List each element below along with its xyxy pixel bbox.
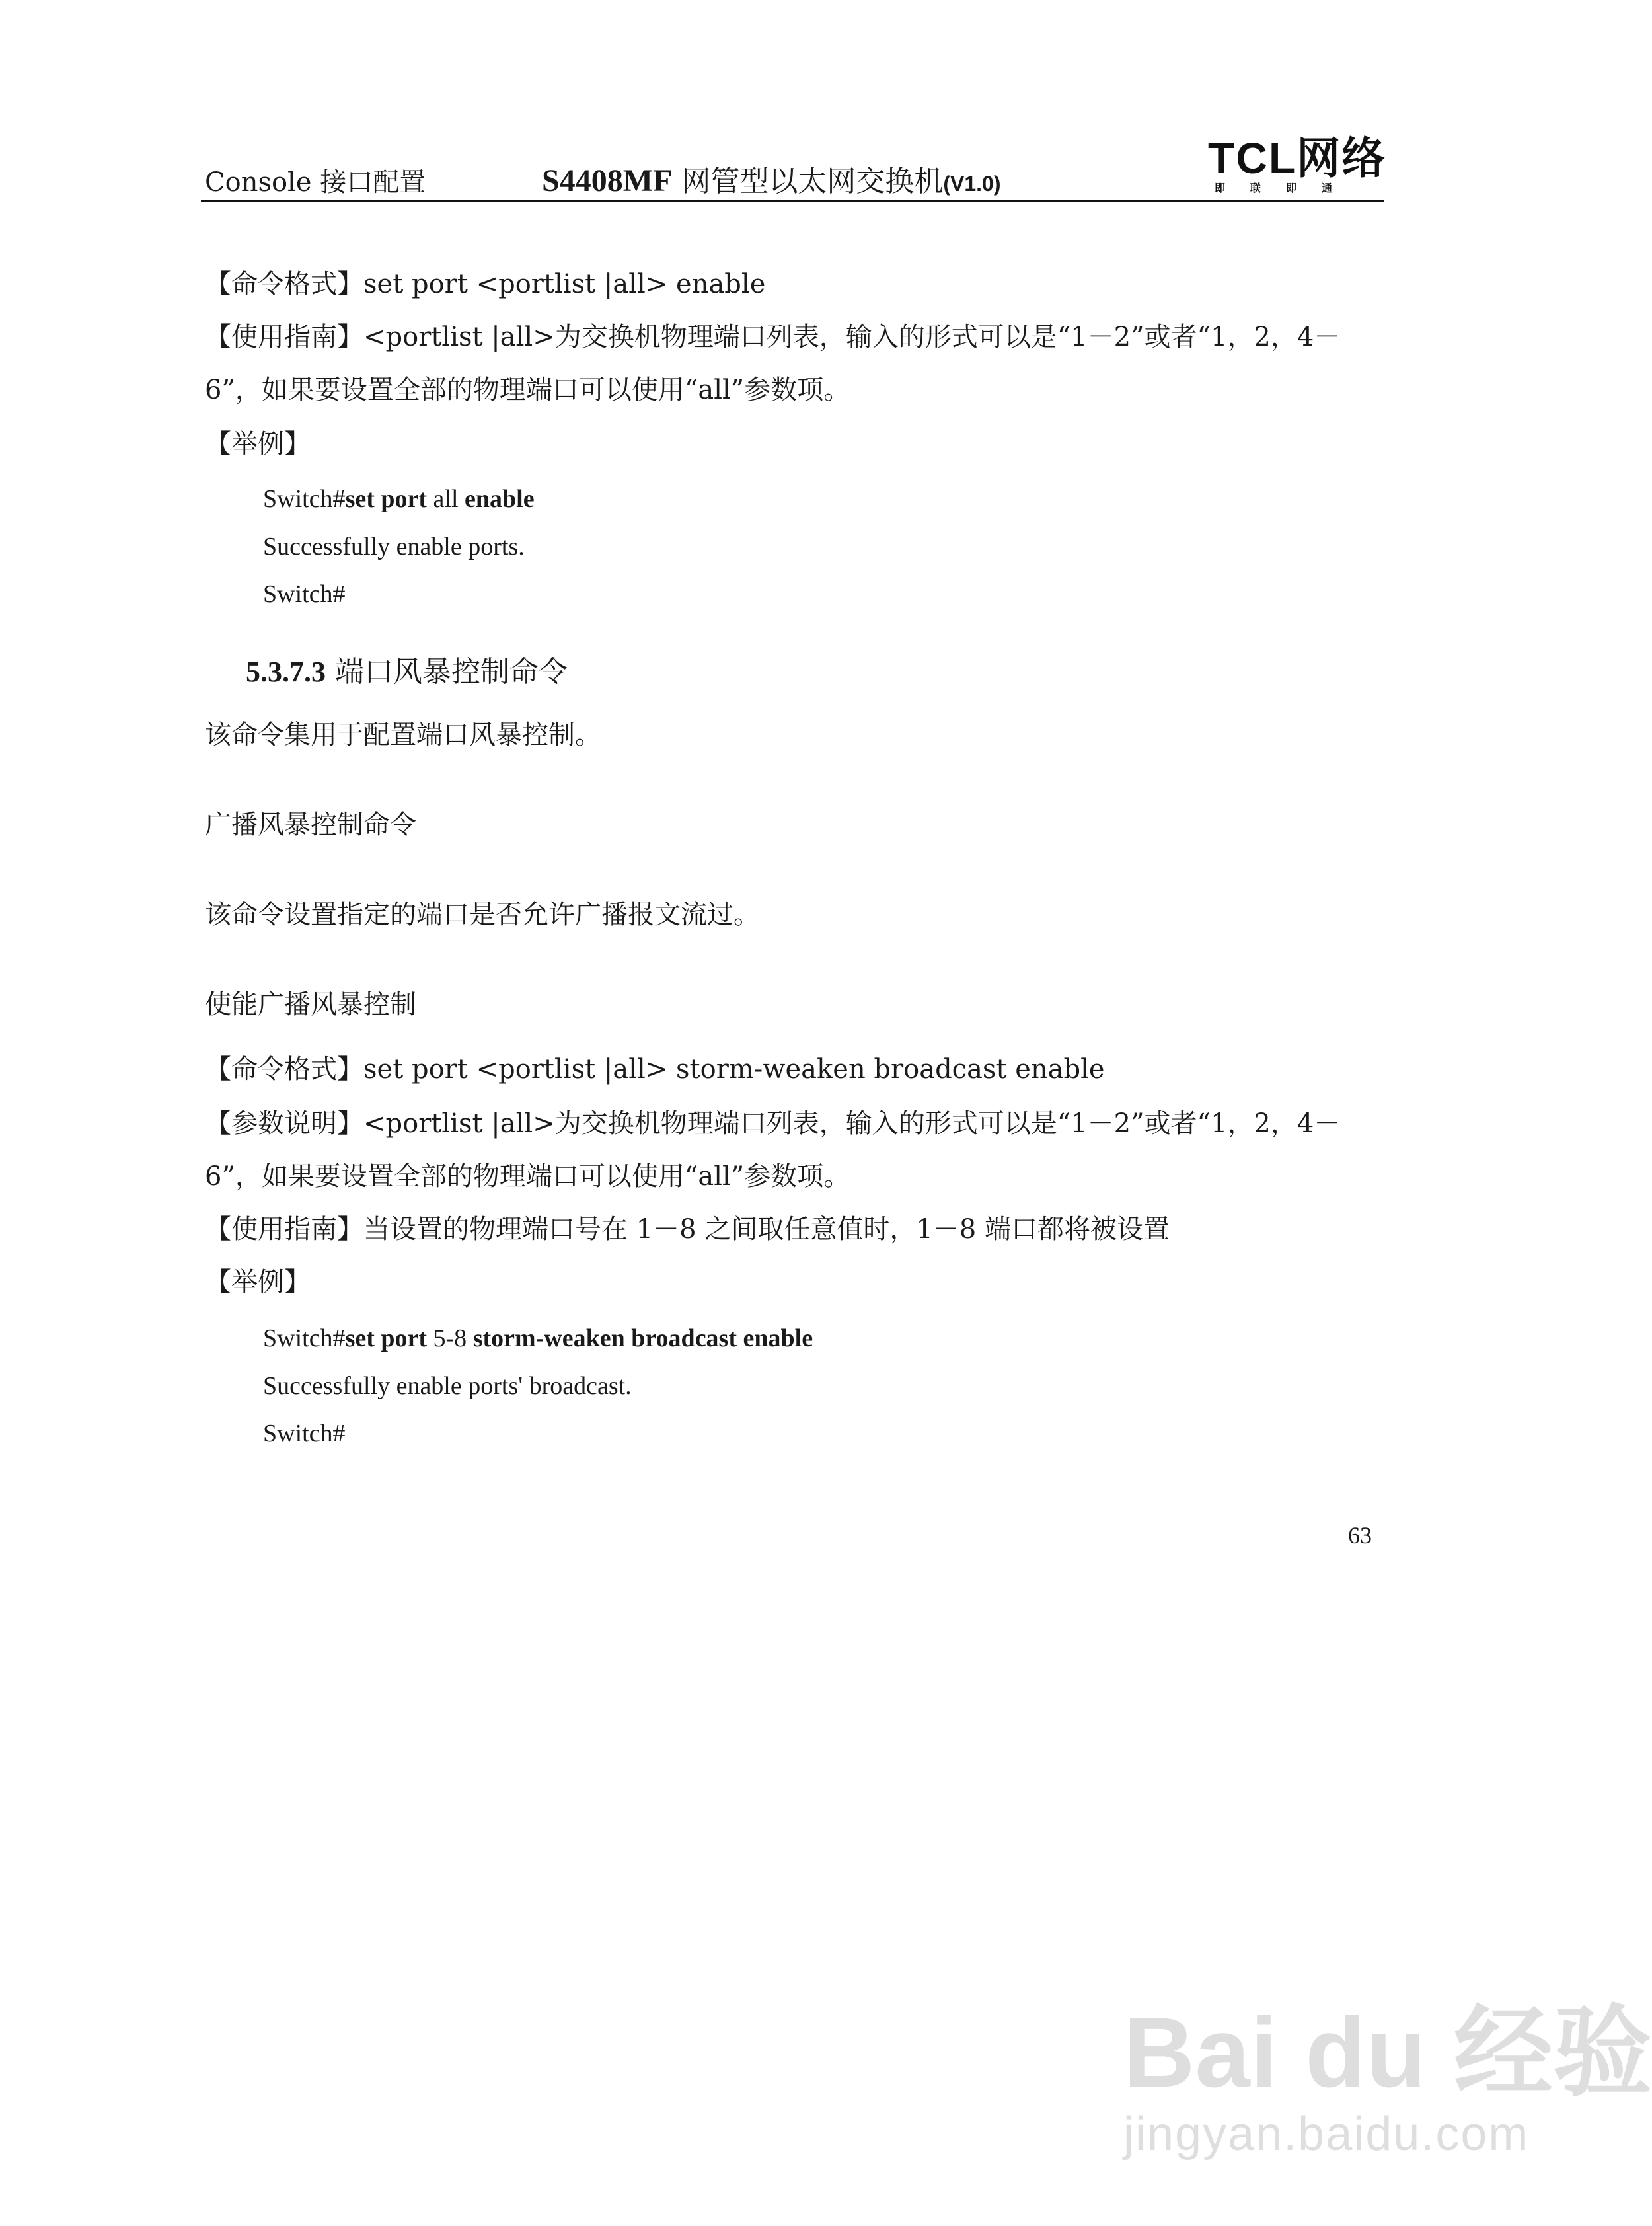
subsection-description: 该命令设置指定的端口是否允许广播报文流过。 [205, 900, 760, 930]
page-number: 63 [1348, 1522, 1372, 1549]
example-command [263, 486, 535, 512]
cmd-format-line: 【命令格式】set port <portlist |all> storm-weaken broadcast enable [205, 1054, 1105, 1085]
model-number: S4408MF [542, 163, 673, 198]
enable-title: 使能广播风暴控制 [205, 989, 416, 1020]
logo-main-text: TCL网络 [1208, 134, 1387, 182]
section-title: 端口风暴控制命令 [326, 655, 568, 689]
keyword-storm-weaken: storm-weaken broadcast enable [472, 1324, 813, 1352]
prompt-text: Switch# [263, 1324, 346, 1352]
usage-guide-line2: 6”，如果要设置全部的物理端口可以使用“all”参数项。 [205, 375, 850, 405]
baidu-watermark [1123, 1997, 1652, 2161]
example-output: Successfully enable ports' broadcast. [263, 1372, 632, 1400]
example-label: 【举例】 [205, 429, 311, 459]
argument-text: all [427, 485, 465, 513]
cmd-format-line: 【命令格式】set port <portlist |all> enable [205, 269, 766, 299]
header-divider [201, 200, 1384, 202]
example-command [263, 1326, 813, 1351]
usage-guide-line: 【使用指南】当设置的物理端口号在 1－8 之间取任意值时，1－8 端口都将被设置 [205, 1214, 1170, 1245]
document-title [542, 157, 1000, 200]
keyword-set-port: set port [345, 485, 428, 513]
example-prompt: Switch# [263, 580, 346, 608]
section-heading [246, 648, 568, 690]
logo-slogan: 即联即通 [1215, 182, 1358, 194]
watermark-main: Bai du 经验 [1123, 1997, 1652, 2108]
param-desc-line1: 【参数说明】<portlist |all>为交换机物理端口列表，输入的形式可以是“1－2”或者“1，2，4－ [205, 1108, 1341, 1139]
example-label: 【举例】 [205, 1267, 311, 1297]
watermark-url: jingyan.baidu.com [1123, 2108, 1530, 2161]
usage-guide-line1: 【使用指南】<portlist |all>为交换机物理端口列表，输入的形式可以是“1－2”或者“1，2，4－ [205, 322, 1341, 352]
keyword-enable: enable [465, 485, 535, 513]
example-prompt: Switch# [263, 1420, 346, 1447]
header-section-label: Console 接口配置 [205, 167, 426, 198]
subsection-title: 广播风暴控制命令 [205, 810, 416, 840]
version-label: (V1.0) [943, 172, 1001, 196]
example-output: Successfully enable ports. [263, 533, 525, 560]
section-intro: 该命令集用于配置端口风暴控制。 [205, 720, 601, 750]
tcl-logo [1208, 136, 1386, 195]
param-desc-line2: 6”，如果要设置全部的物理端口可以使用“all”参数项。 [205, 1161, 850, 1192]
prompt-text: Switch# [263, 485, 346, 513]
section-number: 5.3.7.3 [246, 656, 326, 688]
argument-text: 5-8 [427, 1324, 473, 1352]
keyword-set-port: set port [345, 1324, 428, 1352]
product-title: 网管型以太网交换机 [681, 165, 944, 198]
